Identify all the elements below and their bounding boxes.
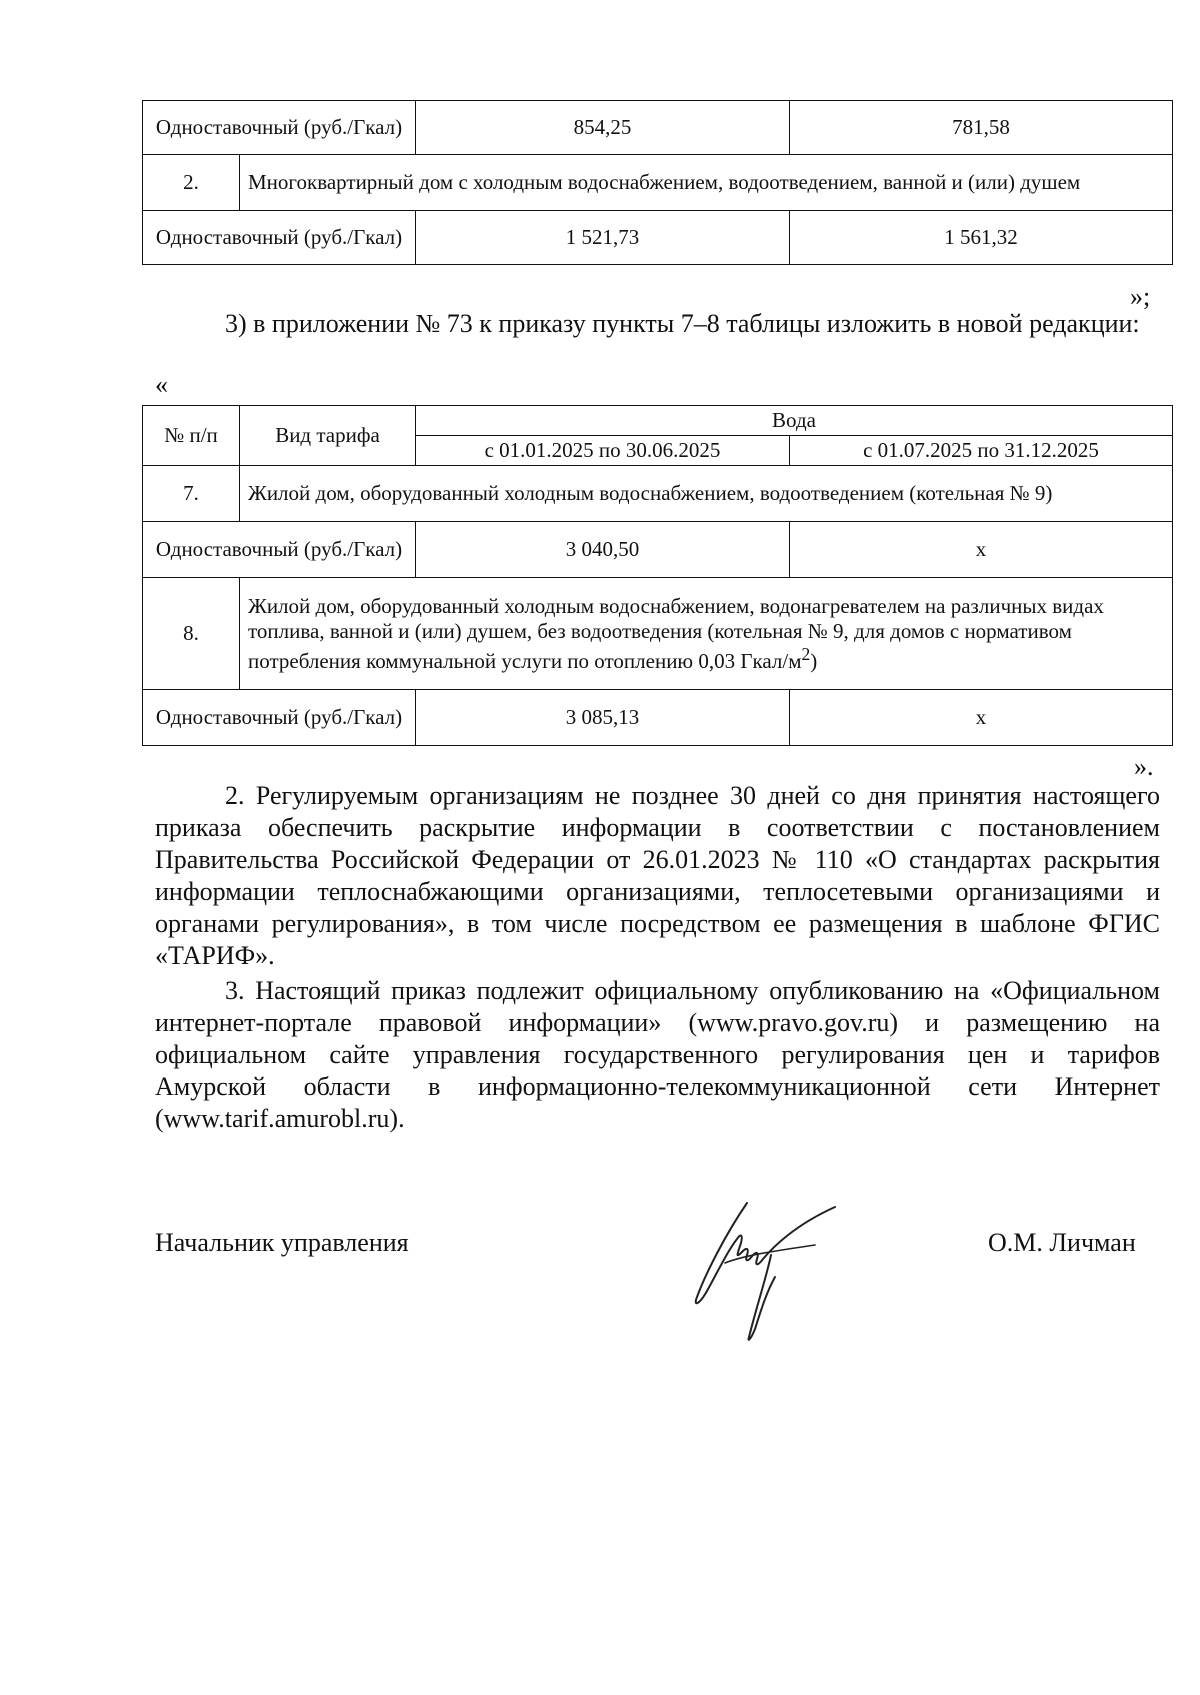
header-water-cell: Вода bbox=[416, 406, 1173, 436]
paragraph-point-2: 2. Регулируемым организациям не позднее 30 дней со дня принятия настоящего приказа обеспечить раскрытие информации в соответствии с постановлением Правительства Российской Федерации от 26.01.2023 № 110 «О стандартах раскрытия информации теплоснабжающими организациями, теплосетевыми организациями и органами регулирования», в том числе посредством ее размещения в шаблоне ФГИС «ТАРИФ». bbox=[155, 781, 1160, 970]
tariff-label-cell: Одноставочный (руб./Гкал) bbox=[143, 211, 416, 265]
tariff-value-cell: х bbox=[790, 690, 1173, 746]
table-row bbox=[143, 522, 1173, 578]
tariff-value-cell: 3 085,13 bbox=[416, 690, 790, 746]
table-row bbox=[143, 155, 1173, 211]
paragraph-point-3: 3. Настоящий приказ подлежит официальному опубликованию на «Официальном интернет-портале правовой информации» (www.pravo.gov.ru) и размещению на официальном сайте управления государственного регулирования цен и тарифов Амурской области в информационно-телекоммуникационной сети Интернет (www.tarif.amurobl.ru). bbox=[155, 976, 1160, 1133]
tariff-label-cell: Одноставочный (руб./Гкал) bbox=[143, 690, 416, 746]
tariff-table-continuation bbox=[142, 100, 1173, 265]
signatory-name: О.М. Личман bbox=[988, 1228, 1136, 1257]
table-header-row bbox=[143, 406, 1173, 436]
paragraph-amendment: 3) в приложении № 73 к приказу пункты 7–8 таблицы изложить в новой редакции: bbox=[225, 309, 1140, 338]
row-description-text: Жилой дом, оборудованный холодным водоснабжением, водонагревателем на различных видах топлива, ванной и (или) душем, без водоотведения (котельная № 9, для домов с нормативом потребления коммунальной услуги по отоплению 0,03 Гкал/м bbox=[248, 593, 1104, 673]
row-description-cell: Многоквартирный дом с холодным водоснабжением, водоотведением, ванной и (или) душем bbox=[240, 155, 1173, 211]
tariff-table-annex-73 bbox=[142, 405, 1173, 746]
tariff-label-cell: Одноставочный (руб./Гкал) bbox=[143, 101, 416, 155]
closing-quote-mark: »; bbox=[1130, 282, 1151, 311]
tariff-value-cell: х bbox=[790, 522, 1173, 578]
signatory-title: Начальник управления bbox=[155, 1228, 409, 1257]
header-period-cell: с 01.07.2025 по 31.12.2025 bbox=[790, 436, 1173, 466]
tariff-value-cell: 3 040,50 bbox=[416, 522, 790, 578]
handwritten-signature bbox=[685, 1195, 855, 1345]
tariff-label-cell: Одноставочный (руб./Гкал) bbox=[143, 522, 416, 578]
tariff-value-cell: 1 521,73 bbox=[416, 211, 790, 265]
closing-quote-mark: ». bbox=[1134, 752, 1154, 781]
row-number-cell: 2. bbox=[143, 155, 240, 211]
table-row bbox=[143, 101, 1173, 155]
table-row bbox=[143, 578, 1173, 690]
tariff-value-cell: 854,25 bbox=[416, 101, 790, 155]
table-row bbox=[143, 466, 1173, 522]
opening-quote-mark: « bbox=[155, 370, 168, 399]
tariff-value-cell: 1 561,32 bbox=[790, 211, 1173, 265]
header-number-cell: № п/п bbox=[143, 406, 240, 466]
table-row bbox=[143, 690, 1173, 746]
row-number-cell: 7. bbox=[143, 466, 240, 522]
table-row bbox=[143, 211, 1173, 265]
row-description-cell: Жилой дом, оборудованный холодным водоснабжением, водоотведением (котельная № 9) bbox=[240, 466, 1173, 522]
header-period-cell: с 01.01.2025 по 30.06.2025 bbox=[416, 436, 790, 466]
row-description-cell bbox=[240, 578, 1173, 690]
row-description-end: ) bbox=[810, 648, 818, 673]
tariff-value-cell: 781,58 bbox=[790, 101, 1173, 155]
row-number-cell: 8. bbox=[143, 578, 240, 690]
superscript: 2 bbox=[801, 643, 811, 664]
header-tariff-type-cell: Вид тарифа bbox=[240, 406, 416, 466]
